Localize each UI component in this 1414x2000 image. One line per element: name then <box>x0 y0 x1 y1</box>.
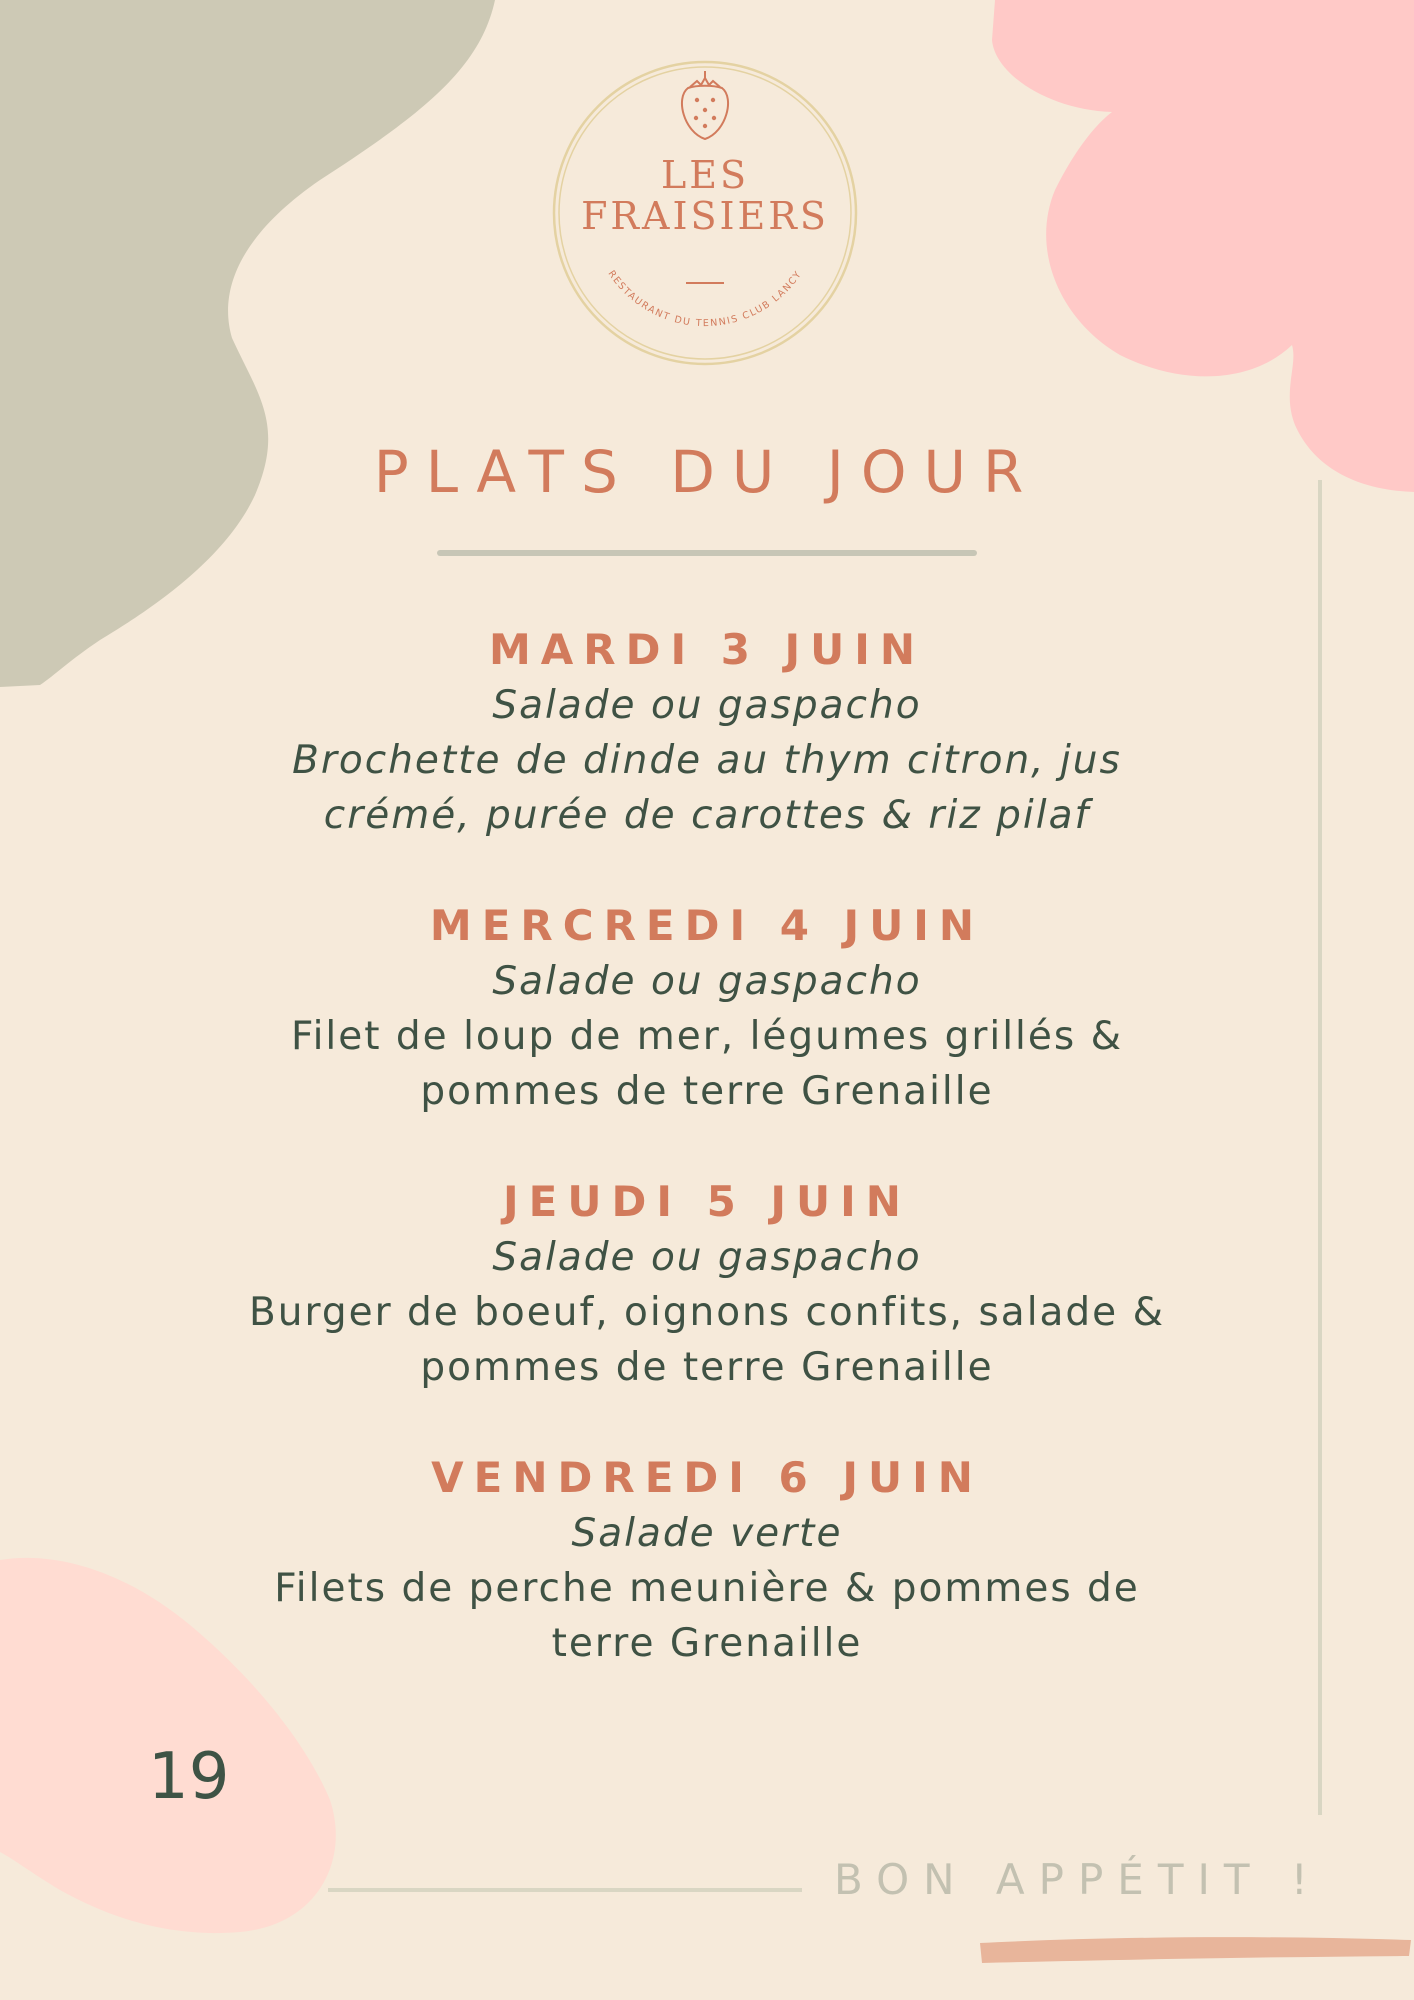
right-vertical-line <box>1318 480 1322 1815</box>
logo-name-line2: FRAISIERS <box>581 194 829 238</box>
brush-stroke <box>980 1937 1411 1963</box>
pink-blob-shape <box>992 0 1414 492</box>
menu-day <box>200 1174 1214 1395</box>
restaurant-logo <box>550 58 860 368</box>
day-main-dish: Brochette de dinde au thym citron, jus crémé, purée de carottes & riz pilaf <box>292 738 1122 838</box>
day-heading: VENDREDI 6 JUIN <box>431 1453 983 1502</box>
day-heading: JEUDI 5 JUIN <box>503 1177 911 1226</box>
day-starter: Salade ou gaspacho <box>492 959 922 1004</box>
menu-day <box>200 898 1214 1119</box>
daily-menu <box>200 622 1214 1726</box>
day-main-dish: Filets de perche meunière & pommes de terre Grenaille <box>274 1566 1140 1666</box>
strawberry-icon <box>682 71 728 139</box>
sage-blob-shape <box>0 0 495 687</box>
day-starter: Salade ou gaspacho <box>492 683 922 728</box>
closing-message: BON APPÉTIT ! <box>834 1855 1322 1904</box>
page-title: PLATS DU JOUR <box>373 438 1041 506</box>
logo-subtitle: RESTAURANT DU TENNIS CLUB LANCY <box>605 268 805 330</box>
menu-day <box>200 622 1214 843</box>
bottom-horizontal-line <box>328 1888 802 1892</box>
day-heading: MERCREDI 4 JUIN <box>429 901 985 950</box>
title-underline <box>437 550 977 556</box>
menu-day <box>200 1450 1214 1671</box>
logo-name-line1: LES <box>660 153 750 197</box>
day-starter: Salade ou gaspacho <box>492 1235 922 1280</box>
day-starter: Salade verte <box>571 1511 843 1556</box>
page-number: 19 <box>148 1740 230 1814</box>
day-main-dish: Burger de boeuf, oignons confits, salade & pommes de terre Grenaille <box>249 1290 1165 1390</box>
day-main-dish: Filet de loup de mer, légumes grillés & pommes de terre Grenaille <box>290 1014 1124 1114</box>
day-heading: MARDI 3 JUIN <box>488 625 926 674</box>
